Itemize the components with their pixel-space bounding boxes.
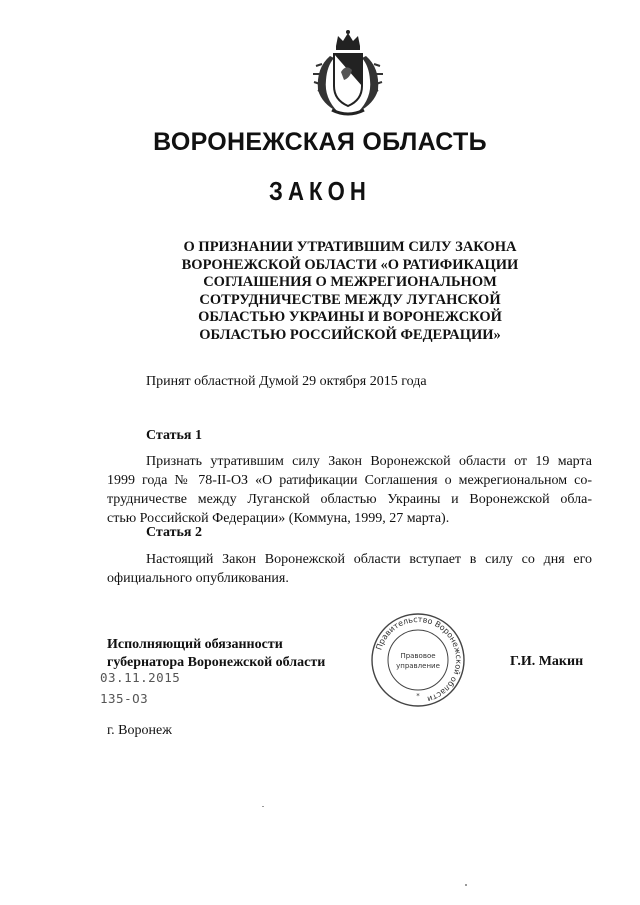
official-seal: [368, 610, 468, 710]
signer-name: Г.И. Макин: [510, 654, 584, 669]
law-title: [120, 239, 580, 344]
region-name: ВОРОНЕЖСКАЯ ОБЛАСТЬ: [153, 128, 487, 156]
article-2-heading: Статья 2: [146, 525, 202, 540]
city: г. Воронеж: [107, 723, 172, 738]
seal-inner-text: Правовое: [400, 652, 436, 660]
title-line: ОБЛАСТЬЮ РОССИЙСКОЙ ФЕДЕРАЦИИ»: [199, 326, 501, 343]
signatory-position: [107, 636, 325, 672]
text-line: трудничестве между Луганской областью Украины и Воронежской обла-: [107, 492, 592, 507]
text-line: Признать утратившим силу Закон Воронежской области от 19 марта: [146, 454, 592, 469]
svg-text:*: *: [416, 692, 420, 700]
position-line: Исполняющий обязанности: [107, 637, 283, 652]
document-type: ЗАКОН: [269, 176, 371, 206]
article-1-text: [107, 452, 592, 528]
scan-speck: [262, 806, 264, 807]
text-line: Настоящий Закон Воронежской области вступает в силу со дня его: [146, 552, 592, 567]
title-line: ВОРОНЕЖСКОЙ ОБЛАСТИ «О РАТИФИКАЦИИ: [181, 256, 519, 273]
date-stamp: 03.11.2015: [100, 670, 181, 685]
position-line: губернатора Воронежской области: [107, 655, 326, 670]
coat-of-arms-icon: [308, 28, 388, 118]
number-stamp: 135-ОЗ: [100, 691, 149, 706]
text-line: стью Российской Федерации» (Коммуна, 1999, 27 марта).: [107, 511, 450, 526]
adoption-date: Принят областной Думой 29 октября 2015 года: [146, 374, 427, 389]
article-1-heading: Статья 1: [146, 428, 202, 443]
title-line: СОГЛАШЕНИЯ О МЕЖРЕГИОНАЛЬНОМ: [203, 274, 497, 290]
title-line: СОТРУДНИЧЕСТВЕ МЕЖДУ ЛУГАНСКОЙ: [199, 291, 501, 308]
article-2-text: [107, 550, 592, 588]
text-line: официального опубликования.: [107, 571, 289, 586]
seal-outer-text: Правительство Воронежской области: [374, 614, 464, 704]
scan-speck: [465, 884, 467, 886]
text-line: 1999 года № 78-II-ОЗ «О ратификации Соглашения о межрегиональном со-: [107, 473, 592, 488]
registration-stamp: [100, 669, 180, 708]
title-line: ОБЛАСТЬЮ УКРАИНЫ И ВОРОНЕЖСКОЙ: [198, 309, 502, 325]
seal-inner-text: управление: [396, 662, 440, 670]
title-line: О ПРИЗНАНИИ УТРАТИВШИМ СИЛУ ЗАКОНА: [183, 239, 517, 255]
